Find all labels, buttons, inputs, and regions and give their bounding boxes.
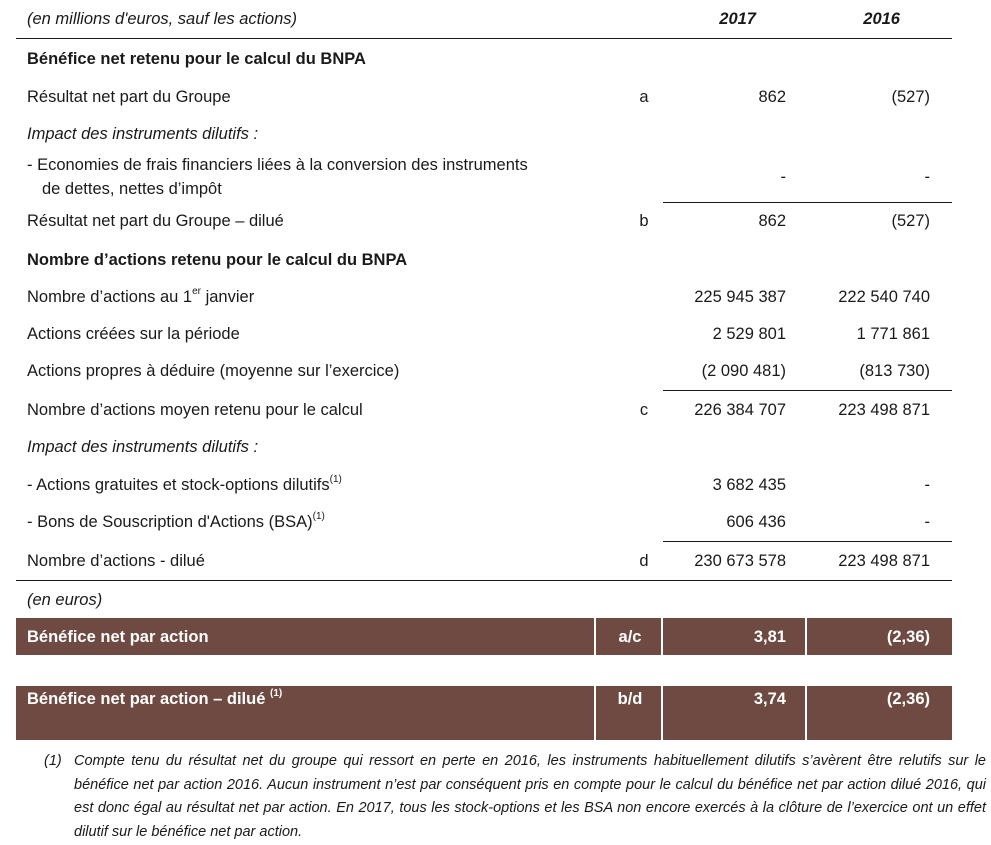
superscript: (1) xyxy=(312,511,325,522)
bnpa-dilue-value-2017: 3,74 xyxy=(753,690,786,708)
row-label: Nombre d’actions - dilué xyxy=(27,552,205,570)
euros-unit-text: (en euros) xyxy=(27,591,103,609)
band-divider xyxy=(805,618,807,655)
row-mark: d xyxy=(639,552,649,570)
row-label-part: - Bons de Souscription d'Actions (BSA) xyxy=(27,513,313,531)
row-label-part: - Actions gratuites et stock-options dilutifs xyxy=(27,476,330,494)
value-2016: - xyxy=(924,168,930,186)
bnpa-label: Bénéfice net par action xyxy=(27,628,209,646)
superscript: er xyxy=(192,286,201,297)
value-2016: (527) xyxy=(891,212,930,230)
col-header-2016: 2016 xyxy=(863,10,900,28)
value-2017: (2 090 481) xyxy=(701,362,786,380)
value-2017: 226 384 707 xyxy=(694,401,786,419)
row-mark: b xyxy=(639,212,649,230)
bnpa-dilue-label xyxy=(27,690,282,709)
value-2016: 1 771 861 xyxy=(856,325,930,343)
row-mark: c xyxy=(639,401,649,419)
impact-title-text: Impact des instruments dilutifs : xyxy=(27,125,259,143)
row-label-continued: de dettes, nettes d’impôt xyxy=(42,180,222,198)
section-title-text: Bénéfice net retenu pour le calcul du BNPA xyxy=(27,50,366,68)
band-divider xyxy=(594,686,596,740)
subtotal-rule xyxy=(663,390,952,391)
subtotal-rule xyxy=(663,541,952,542)
bnpa-dilue-label-text: Bénéfice net par action – dilué xyxy=(27,690,270,708)
row-label: Actions propres à déduire (moyenne sur l’exercice) xyxy=(27,362,400,380)
bnpa-dilue-band xyxy=(16,686,952,740)
footnote-number: (1) xyxy=(44,753,62,769)
value-2016: 223 498 871 xyxy=(838,552,930,570)
bnpa-band xyxy=(16,618,952,655)
row-label: Actions créées sur la période xyxy=(27,325,240,343)
bnpa-value-2017: 3,81 xyxy=(753,628,786,646)
value-2017: 225 945 387 xyxy=(694,288,786,306)
col-header-2017: 2017 xyxy=(719,10,756,28)
total-rule xyxy=(16,580,952,581)
value-2017: 2 529 801 xyxy=(712,325,786,343)
value-2016: 222 540 740 xyxy=(838,288,930,306)
row-label: - Economies de frais financiers liées à la conversion des instruments xyxy=(27,156,528,174)
value-2017: 862 xyxy=(758,88,786,106)
table-header xyxy=(16,10,952,32)
row-label xyxy=(27,513,325,532)
value-2016: - xyxy=(924,513,930,531)
value-2016: (527) xyxy=(891,88,930,106)
superscript: (1) xyxy=(269,688,283,699)
value-2016: - xyxy=(924,476,930,494)
row-label-part: janvier xyxy=(201,288,255,306)
value-2017: 230 673 578 xyxy=(694,552,786,570)
bnpa-value-2016: (2,36) xyxy=(886,628,930,646)
row-label: Résultat net part du Groupe – dilué xyxy=(27,212,284,230)
subtotal-rule xyxy=(663,202,952,203)
row-label xyxy=(27,288,254,307)
header-rule xyxy=(16,38,952,39)
impact-title-text: Impact des instruments dilutifs : xyxy=(27,438,259,456)
row-mark: a xyxy=(639,88,649,106)
section-title-text: Nombre d’actions retenu pour le calcul du BNPA xyxy=(27,251,408,269)
superscript: (1) xyxy=(329,474,342,485)
value-2017: - xyxy=(780,168,786,186)
row-label: Résultat net part du Groupe xyxy=(27,88,231,106)
bnpa-mark: a/c xyxy=(618,628,642,646)
footnote-text: Compte tenu du résultat net du groupe qui ressort en perte en 2016, les instruments habituellement dilutifs s’avèrent être relutifs sur le bénéfice net par action 2016. Aucun instrument n’est par conséquent pris en compte pour le calcul du bénéfice net par action dilué 2016, qui est donc égal au résultat net par action. En 2017, tous les stock-options et les BSA non encore exercés à la clôture de l’exercice ont un effet dilutif sur le bénéfice net par action. xyxy=(74,753,986,840)
band-divider xyxy=(805,686,807,740)
value-2017: 862 xyxy=(758,212,786,230)
row-label-part: Nombre d’actions au 1 xyxy=(27,288,193,306)
value-2016: (813 730) xyxy=(859,362,930,380)
row-label: Nombre d’actions moyen retenu pour le calcul xyxy=(27,401,363,419)
units-label: (en millions d'euros, sauf les actions) xyxy=(27,10,298,28)
bnpa-dilue-mark: b/d xyxy=(617,690,643,708)
bnpa-dilue-value-2016: (2,36) xyxy=(886,690,930,708)
value-2017: 606 436 xyxy=(726,513,786,531)
band-divider xyxy=(594,618,596,655)
band-divider xyxy=(661,618,663,655)
value-2017: 3 682 435 xyxy=(712,476,786,494)
value-2016: 223 498 871 xyxy=(838,401,930,419)
band-divider xyxy=(661,686,663,740)
row-label xyxy=(27,476,342,495)
